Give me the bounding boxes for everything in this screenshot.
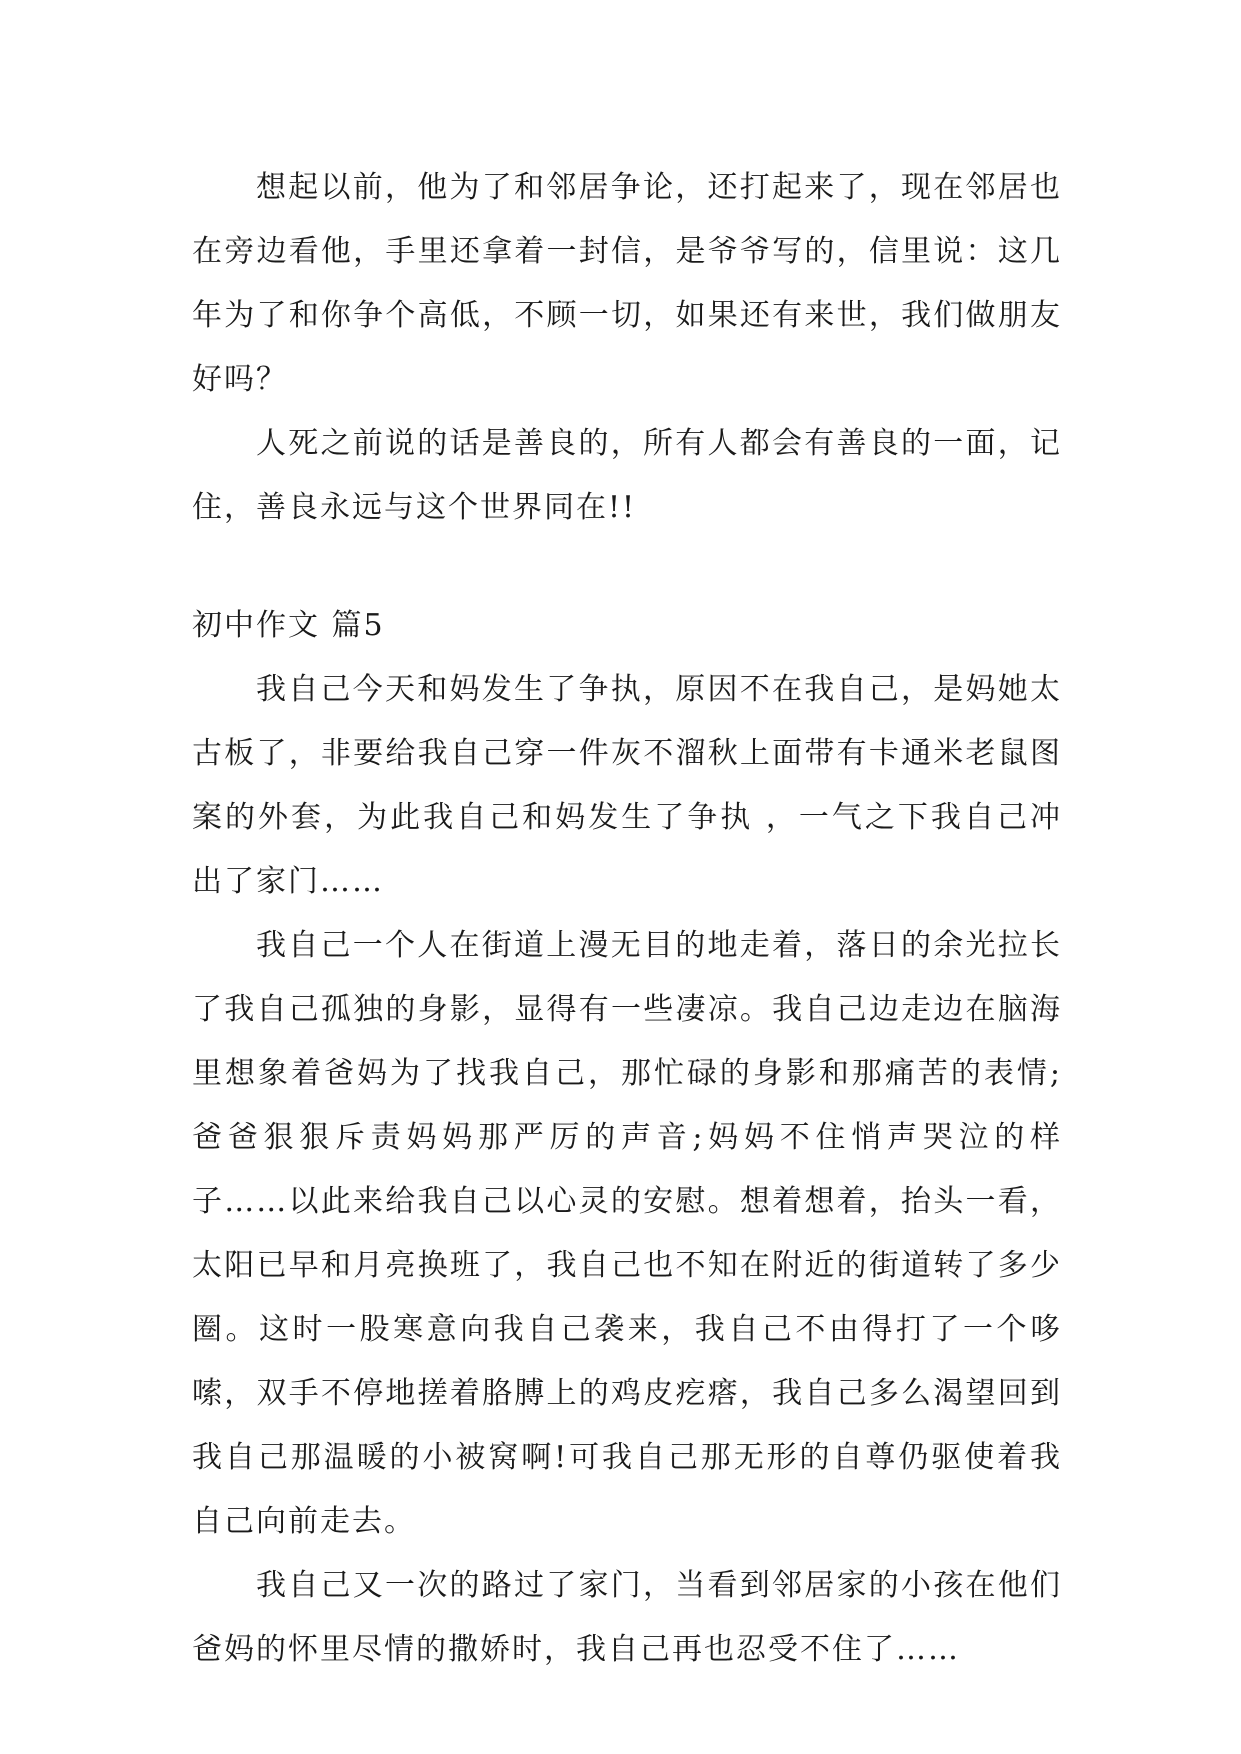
section-heading: 初中作文 篇5 [192,608,385,643]
paragraph-1: 想起以前，他为了和邻居争论，还打起来了，现在邻居也在旁边看他，手里还拿着一封信，是爷爷写的，信里说：这几年为了和你争个高低，不顾一切，如果还有来世，我们做朋友好吗？ [192,170,1062,397]
document-page [192,156,1062,1682]
paragraph-2: 人死之前说的话是善良的，所有人都会有善良的一面，记住，善良永远与这个世界同在!! [192,426,1062,525]
section-paragraph-2: 我自己一个人在街道上漫无目的地走着，落日的余光拉长了我自己孤独的身影，显得有一些凄凉。我自己边走边在脑海里想象着爸妈为了找我自己，那忙碌的身影和那痛苦的表情;爸爸狠狠斥责妈妈那严厉的声音;妈妈不住悄声哭泣的样子……以此来给我自己以心灵的安慰。想着想着，抬头一看，太阳已早和月亮换班了，我自己也不知在附近的街道转了多少圈。这时一股寒意向我自己袭来，我自己不由得打了一个哆嗦，双手不停地搓着胳膊上的鸡皮疙瘩，我自己多么渴望回到我自己那温暖的小被窝啊!可我自己那无形的自尊仍驱使着我自己向前走去。 [192,928,1062,1539]
essay-section [192,594,1062,1682]
section-paragraph-1: 我自己今天和妈发生了争执，原因不在我自己，是妈她太古板了，非要给我自己穿一件灰不溜秋上面带有卡通米老鼠图案的外套，为此我自己和妈发生了争执 ，一气之下我自己冲出了家门…… [192,672,1062,899]
section-paragraph-3: 我自己又一次的路过了家门，当看到邻居家的小孩在他们爸妈的怀里尽情的撒娇时，我自己再也忍受不住了…… [192,1568,1062,1667]
